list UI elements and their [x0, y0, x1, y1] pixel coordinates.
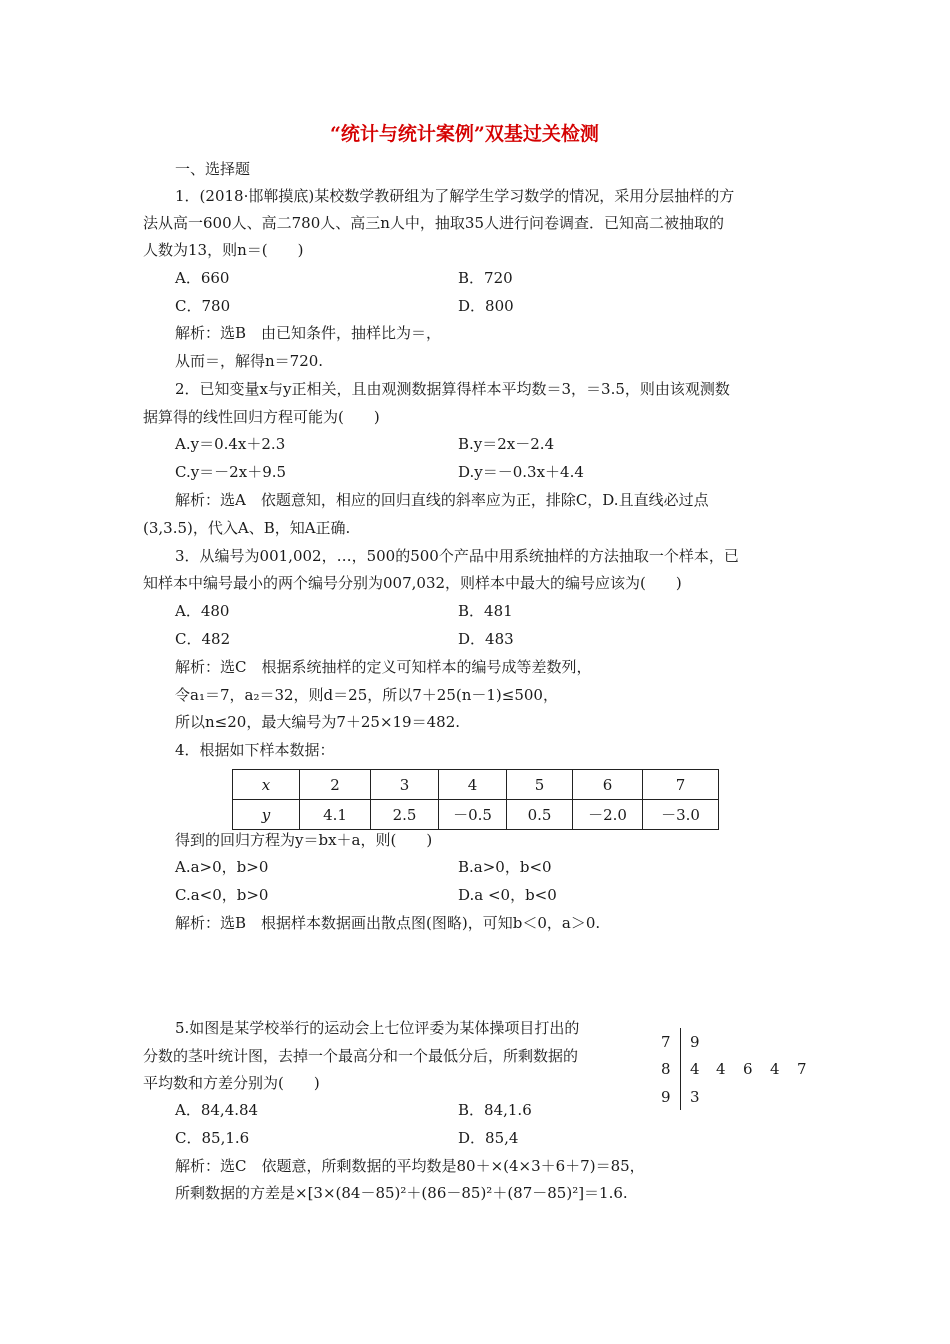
stem-value: 9 [661, 1088, 671, 1106]
table-cell: 3 [371, 770, 439, 800]
q1-solution-line2: 从而＝，解得n＝720. [175, 352, 324, 370]
stem-value: 8 [661, 1060, 671, 1078]
q3-text-line1: 3．从编号为001,002，…，500的500个产品中用系统抽样的方法抽取一个样本，已 [175, 547, 739, 565]
q4-text-line2: 得到的回归方程为y＝bx＋a，则( ) [175, 831, 433, 849]
q5-option-d: D．85,4 [458, 1129, 519, 1147]
q2-option-b: B.y＝2x－2.4 [458, 435, 555, 453]
table-cell: 4.1 [300, 800, 371, 830]
q5-option-c: C．85,1.6 [175, 1129, 250, 1147]
page-title: “统计与统计案例”双基过关检测 [330, 123, 599, 145]
table-cell: 0.5 [507, 800, 573, 830]
table-cell: 5 [507, 770, 573, 800]
leaf-value: 4 [770, 1060, 780, 1078]
sample-data-table [232, 769, 719, 830]
q2-option-a: A.y＝0.4x＋2.3 [175, 435, 286, 453]
q1-text-line3: 人数为13，则n＝( ) [143, 241, 304, 259]
q1-option-b: B．720 [458, 269, 513, 287]
q1-text-line1: 1．(2018·邯郸摸底)某校数学教研组为了解学生学习数学的情况，采用分层抽样的方 [175, 187, 735, 205]
table-header-x: x [233, 770, 300, 800]
q3-solution-line3: 所以n≤20，最大编号为7＋25×19＝482. [175, 713, 461, 731]
table-cell: 2.5 [371, 800, 439, 830]
leaf-value: 4 [716, 1060, 726, 1078]
leaf-value: 7 [797, 1060, 807, 1078]
q5-solution-line1: 解析：选C 依题意，所剩数据的平均数是80＋×(4×3＋6＋7)＝85， [175, 1157, 645, 1175]
table-row [233, 770, 719, 800]
leaf-value: 6 [743, 1060, 753, 1078]
table-cell: 4 [439, 770, 507, 800]
q3-option-d: D．483 [458, 630, 514, 648]
q2-option-c: C.y＝－2x＋9.5 [175, 463, 287, 481]
table-cell: －3.0 [643, 800, 719, 830]
q5-text-line2: 分数的茎叶统计图，去掉一个最高分和一个最低分后，所剩数据的 [143, 1047, 579, 1065]
q2-solution-line1: 解析：选A 依题意知，相应的回归直线的斜率应为正，排除C，D.且直线必过点 [175, 491, 709, 509]
q1-option-d: D．800 [458, 297, 514, 315]
stem-divider-line [680, 1028, 681, 1110]
q2-text-line1: 2．已知变量x与y正相关，且由观测数据算得样本平均数＝3，＝3.5，则由该观测数 [175, 380, 730, 398]
leaf-value: 3 [690, 1088, 700, 1106]
q3-option-c: C．482 [175, 630, 231, 648]
q5-solution-line2: 所剩数据的方差是×[3×(84－85)²＋(86－85)²＋(87－85)²]＝1.6. [175, 1184, 628, 1202]
q3-option-a: A．480 [175, 602, 230, 620]
table-cell: 2 [300, 770, 371, 800]
q1-solution-line1: 解析：选B 由已知条件，抽样比为＝， [175, 324, 442, 342]
q4-text-line1: 4．根据如下样本数据： [175, 741, 335, 759]
q5-option-a: A．84,4.84 [175, 1101, 259, 1119]
q5-text-line1: 5.如图是某学校举行的运动会上七位评委为某体操项目打出的 [175, 1019, 580, 1037]
q2-text-line2: 据算得的线性回归方程可能为( ) [143, 408, 380, 426]
q1-option-a: A．660 [175, 269, 230, 287]
q5-option-b: B．84,1.6 [458, 1101, 532, 1119]
q1-text-line2: 法从高一600人、高二780人、高三n人中，抽取35人进行问卷调查．已知高二被抽取的 [143, 214, 725, 232]
section-heading: 一、选择题 [175, 160, 251, 178]
q2-option-d: D.y＝－0.3x＋4.4 [458, 463, 584, 481]
q3-solution-line2: 令a₁＝7，a₂＝32，则d＝25，所以7＋25(n－1)≤500， [175, 686, 558, 704]
q2-solution-line2: (3,3.5)，代入A、B，知A正确. [143, 519, 351, 537]
q3-text-line2: 知样本中编号最小的两个编号分别为007,032，则样本中最大的编号应该为( ) [143, 574, 682, 592]
stem-value: 7 [661, 1033, 671, 1051]
table-row [233, 800, 719, 830]
q3-solution-line1: 解析：选C 根据系统抽样的定义可知样本的编号成等差数列， [175, 658, 592, 676]
q4-option-b: B.a>0，b<0 [458, 858, 552, 876]
q4-option-c: C.a<0，b>0 [175, 886, 269, 904]
q4-option-a: A.a>0，b>0 [175, 858, 269, 876]
q1-option-c: C．780 [175, 297, 231, 315]
q5-text-line3: 平均数和方差分别为( ) [143, 1074, 320, 1092]
table-cell: 6 [573, 770, 643, 800]
leaf-value: 4 [690, 1060, 700, 1078]
q3-option-b: B．481 [458, 602, 513, 620]
leaf-value: 9 [690, 1033, 700, 1051]
q4-solution-line1: 解析：选B 根据样本数据画出散点图(图略)，可知b＜0，a＞0. [175, 914, 601, 932]
q4-option-d: D.a <0，b<0 [458, 886, 557, 904]
table-cell: 7 [643, 770, 719, 800]
table-cell: －0.5 [439, 800, 507, 830]
table-header-y: y [233, 800, 300, 830]
table-cell: －2.0 [573, 800, 643, 830]
